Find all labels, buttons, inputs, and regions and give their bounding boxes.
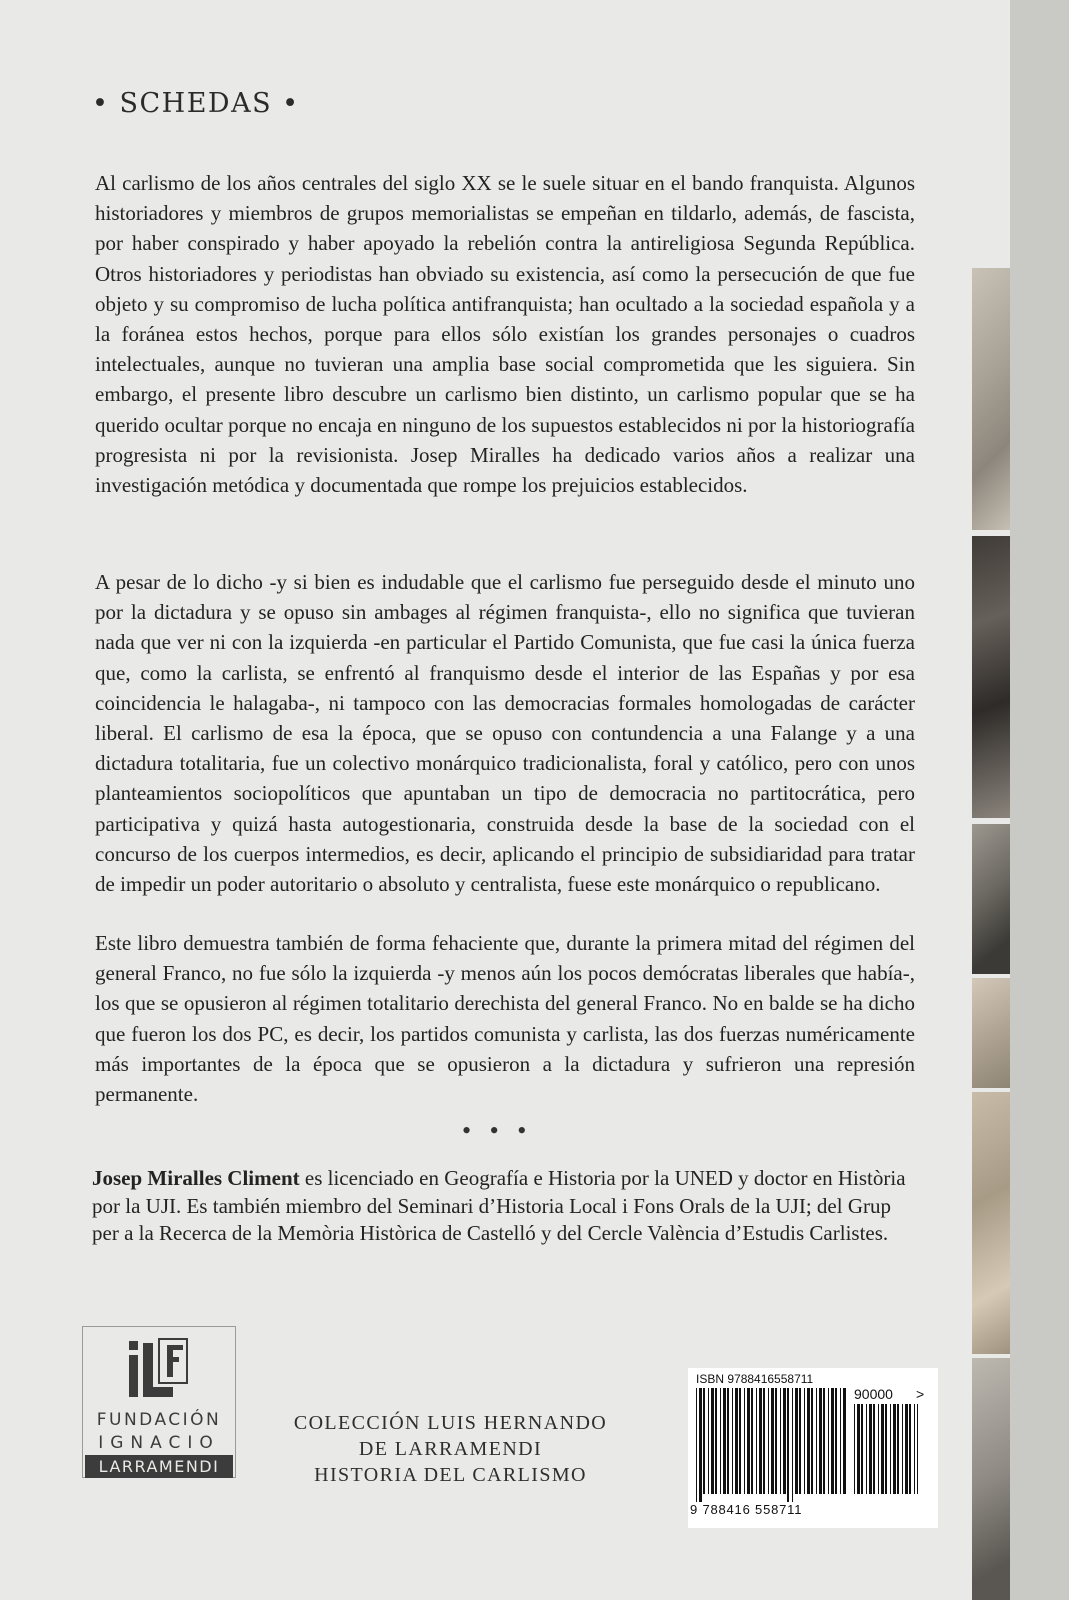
cover-photo-strip-5 <box>972 1092 1010 1354</box>
synopsis-paragraph-1: Al carlismo de los años centrales del siglo XX se le suele situar en el bando franquista. Algunos historiadores y miembros de grupos memorialistas se empeñan en tildarlo, además, de fascista, por haber conspirado y haber apoyado la rebelión contra la antireligiosa Segunda República. Otros historiadores y periodistas han obviado su existencia, así como la persecución de que fue objeto y su compromiso de lucha política antifranquista; han ocultado a la sociedad española y a la foránea estos hechos, porque para ellos sólo existían los grandes personajes o cuadros intelectuales, aunque no tuvieran una amplia base social comprometida que les siguiera. Sin embargo, el presente libro descubre un carlismo bien distinto, un carlismo popular que se ha querido ocultar porque no encaja en ninguno de los supuestos establecidos ni por la historiografía progresista ni por la revisionista. Josep Miralles ha dedicado varios años a realizar una investigación metódica y documentada que rompe los prejuicios establecidos. <box>95 171 915 498</box>
barcode-bar <box>759 1388 762 1494</box>
barcode-bar <box>792 1388 793 1502</box>
barcode-bar <box>917 1404 918 1494</box>
barcode-bar <box>751 1388 753 1494</box>
barcode-bar <box>857 1404 860 1494</box>
foundation-logo <box>82 1326 236 1478</box>
foundation-name <box>83 1409 235 1478</box>
foundation-name-line-2: IGNACIO <box>98 1433 220 1453</box>
barcode-bar <box>804 1388 805 1494</box>
barcode-bar <box>771 1388 774 1494</box>
barcode-bar <box>831 1388 834 1494</box>
barcode-bar <box>720 1388 721 1494</box>
barcode-bar <box>869 1404 872 1494</box>
cover-photo-strip-3 <box>972 824 1010 974</box>
cover-photo-strip-6 <box>972 1358 1010 1600</box>
cover-photo-strip-1 <box>972 268 1010 530</box>
price-barcode-bars <box>854 1404 918 1502</box>
barcode-bar <box>739 1388 741 1494</box>
synopsis-paragraph-3: Este libro demuestra también de forma fehaciente que, durante la primera mitad del régimen del general Franco, no fue sólo la izquierda -y menos aún los pocos demócratas liberales que había-, los que se opusieron al régimen totalitario derechista del general Franco. No en balde se ha dicho que fueron los dos PC, es decir, los partidos comunista y carlista, las dos fuerzas numéricamente más importantes de la época que se opusieron a la dictadura y sufrieron una represión permanente. <box>95 931 915 1107</box>
barcode-bar <box>909 1404 911 1494</box>
barcode-bar <box>914 1404 915 1494</box>
barcode-bar <box>711 1388 714 1494</box>
barcode-bar <box>787 1388 789 1502</box>
barcode-bar <box>873 1404 875 1494</box>
barcode-bar <box>885 1404 887 1494</box>
barcode-bar <box>905 1404 908 1494</box>
barcode-bar <box>816 1388 817 1494</box>
barcode-bar <box>897 1404 899 1494</box>
barcode-bar <box>763 1388 765 1494</box>
barcode-bar <box>795 1388 798 1494</box>
barcode-bar <box>708 1388 709 1494</box>
barcode-bar <box>723 1388 726 1494</box>
barcode-bar <box>807 1388 810 1494</box>
collection-line-2: DE LARRAMENDI <box>358 1438 543 1460</box>
barcode-bar <box>703 1388 705 1494</box>
barcode-bar <box>756 1388 757 1494</box>
barcode-bar <box>768 1388 769 1494</box>
book-edge <box>1010 0 1069 1600</box>
collection-name <box>288 1410 613 1488</box>
barcode-bar <box>866 1404 867 1494</box>
section-separator: • • • <box>462 1116 533 1145</box>
barcode-bar <box>881 1404 884 1494</box>
price-arrow: > <box>916 1386 925 1402</box>
barcode-bar <box>744 1388 745 1494</box>
barcode-bar <box>715 1388 717 1494</box>
ean-barcode-bars <box>696 1388 846 1502</box>
barcode-bar <box>735 1388 738 1494</box>
barcode-bar <box>727 1388 729 1494</box>
collection-line-1: COLECCIÓN LUIS HERNANDO <box>293 1412 608 1434</box>
barcode-bar <box>747 1388 750 1494</box>
barcode-bar <box>854 1404 855 1494</box>
barcode-bar <box>696 1388 697 1502</box>
barcode-bar <box>828 1388 829 1494</box>
barcode-bar <box>843 1388 846 1494</box>
collection-line-3: HISTORIA DEL CARLISMO <box>314 1464 587 1486</box>
barcode-bar <box>893 1404 896 1494</box>
ilf-logo-mark <box>127 1337 191 1399</box>
cover-photo-strip-4 <box>972 978 1010 1088</box>
barcode-bar <box>890 1404 891 1494</box>
barcode-bar <box>799 1388 801 1494</box>
author-bio-text: es licenciado en Geografía e Historia por la UNED y doctor en Història por la UJI. Es también miembro del Seminari d’Historia Local i Fons Orals de la UJI; del Grup per a la Recerca de la Memòria Històrica de Castelló y del Cercle València d’Estudis Carlistes. <box>92 1166 906 1245</box>
barcode-bar <box>878 1404 879 1494</box>
ean-digits: 9 788416 558711 <box>690 1502 803 1517</box>
barcode-bar <box>783 1388 786 1494</box>
series-title: • SCHEDAS • <box>92 88 300 119</box>
barcode-bar <box>835 1388 837 1494</box>
barcode-bar <box>811 1388 813 1494</box>
author-name: Josep Miralles Climent <box>92 1166 300 1190</box>
barcode-bar <box>775 1388 777 1494</box>
author-bio <box>92 1165 914 1248</box>
barcode-bar <box>699 1388 702 1502</box>
barcode-bar <box>780 1388 781 1494</box>
foundation-name-line-1: FUNDACIÓN <box>96 1410 222 1430</box>
barcode-bar <box>902 1404 903 1494</box>
synopsis-paragraph-2: A pesar de lo dicho -y si bien es indudable que el carlismo fue perseguido desde el minuto uno por la dictadura y se opuso sin ambages al régimen franquista-, ello no significa que tuvieran nada que ver ni con la izquierda -en particular el Partido Comunista, que fue casi la única fuerza que, como la carlista, se enfrentó al franquismo desde el interior de las Españas y por esa coincidencia le halagaba-, ni tampoco con las democracias formales homologadas de carácter liberal. El carlismo de esa la época, que se opuso con contundencia a una Falange y a una dictadura totalitaria, fue un colectivo monárquico tradicionalista, foral y católico, pero con unos planteamientos sociopolíticos que apuntaban un tipo de democracia no partitocrática, pero participativa y quizá hasta autogestionaria, construida desde la base de la sociedad con el concurso de los cuerpos intermedios, es decir, aplicando el principio de subsidiaridad para tratar de impedir un poder autoritario o absoluto y centralista, fuese este monárquico o republicano. <box>95 570 915 897</box>
barcode-bar <box>732 1388 733 1494</box>
isbn-barcode <box>688 1368 938 1528</box>
price-code: 90000 <box>854 1386 893 1402</box>
foundation-name-line-3: LARRAMENDI <box>85 1455 233 1478</box>
barcode-bar <box>861 1404 863 1494</box>
cover-photo-strip-2 <box>972 536 1010 818</box>
barcode-bar <box>840 1388 841 1494</box>
barcode-bar <box>823 1388 825 1494</box>
isbn-label: ISBN 9788416558711 <box>696 1372 814 1386</box>
barcode-bar <box>819 1388 822 1494</box>
